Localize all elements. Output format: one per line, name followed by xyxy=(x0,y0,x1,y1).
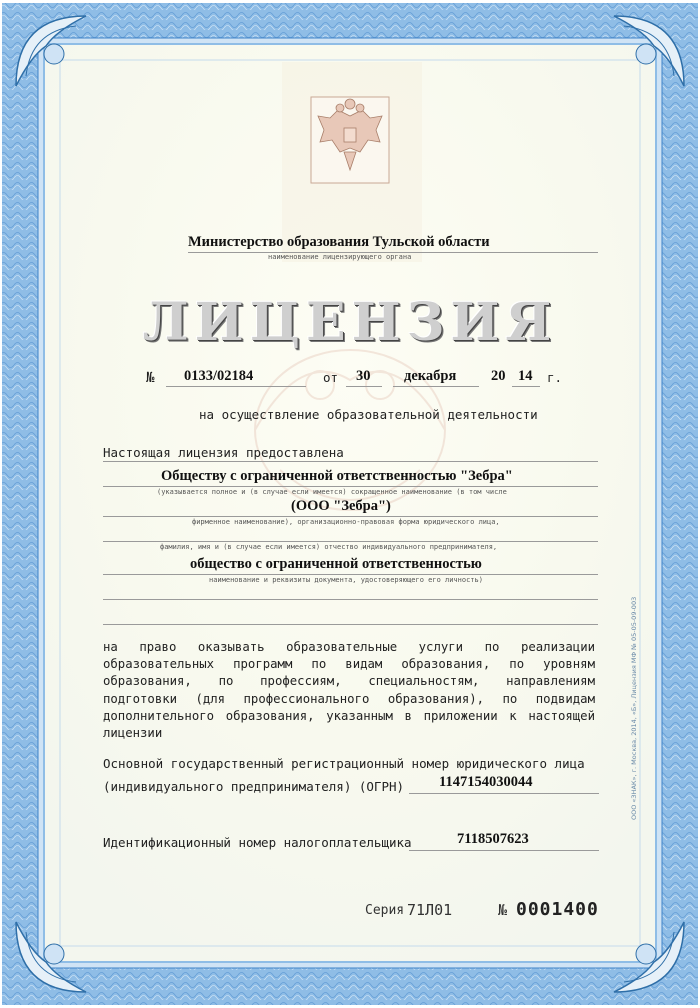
inn-value: 7118507623 xyxy=(457,831,529,847)
russian-coat-of-arms-icon xyxy=(310,96,390,184)
licensee-underline-3 xyxy=(103,541,598,542)
granted-underline xyxy=(103,461,598,462)
series-value: 71Л01 xyxy=(407,901,453,919)
number-label: № xyxy=(146,370,155,386)
licensee-short-name: (ООО "Зебра") xyxy=(291,498,391,514)
authority-caption: наименование лицензирующего органа xyxy=(268,253,412,261)
date-from-label: от xyxy=(323,370,339,385)
ogrn-underline xyxy=(409,793,599,794)
licensee-caption-4: наименование и реквизиты документа, удостоверяющего его личность) xyxy=(209,576,483,584)
year-label: г. xyxy=(547,370,563,385)
ogrn-value: 1147154030044 xyxy=(439,774,533,790)
printer-imprint: ООО «ЗНАК», г. Москва, 2014, «Б», Лицензия МФ № 05-05-09-003 xyxy=(630,596,638,820)
licensee-legal-form: общество с ограниченной ответственностью xyxy=(190,556,482,572)
license-purpose: на осуществление образовательной деятельности xyxy=(199,407,538,422)
corner-ornament-icon xyxy=(6,912,96,1002)
corner-ornament-icon xyxy=(604,912,694,1002)
licensee-caption-3: фамилия, имя и (в случае если имеется) отчество индивидуального предпринимателя, xyxy=(160,543,498,551)
licensee-underline-4 xyxy=(103,574,598,575)
licensee-caption-1: (указывается полное и (в случае если имеется) сокращенное наименование (в том числе xyxy=(157,488,507,496)
year-underline xyxy=(512,386,540,387)
licensee-underline-2 xyxy=(103,516,598,517)
license-number: 0133/02184 xyxy=(184,368,254,384)
inn-underline xyxy=(409,850,599,851)
authority-name: Министерство образования Тульской области xyxy=(188,234,490,250)
inn-label: Идентификационный номер налогоплательщика xyxy=(103,835,412,850)
granted-label: Настоящая лицензия предоставлена xyxy=(103,445,344,460)
year-prefix: 20 xyxy=(491,368,506,384)
licensee-underline-5 xyxy=(103,599,598,600)
licensee-underline-6 xyxy=(103,624,598,625)
corner-ornament-icon xyxy=(6,6,96,96)
year-suffix: 14 xyxy=(518,368,533,384)
date-day: 30 xyxy=(356,368,371,384)
rights-text: на право оказывать образовательные услуги по реализации образовательных программ по видам образования, по уровням образования, по профессиям, специальностям, направлениям подготовки (для профессионального образования), по подвидам дополнительного образования, указанным в приложении к настоящей лицензии xyxy=(103,640,595,741)
date-month: декабря xyxy=(404,368,457,384)
series-number: 0001400 xyxy=(516,899,599,920)
ogrn-label-line2: (индивидуального предпринимателя) (ОГРН) xyxy=(103,779,405,794)
licensee-underline-1 xyxy=(103,486,598,487)
licensee-full-name: Обществу с ограниченной ответственностью "Зебра" xyxy=(161,468,513,484)
number-underline xyxy=(166,386,306,387)
corner-ornament-icon xyxy=(604,6,694,96)
licensee-caption-2: фирменное наименование), организационно-правовая форма юридического лица, xyxy=(192,518,500,526)
series-label: Серия xyxy=(365,903,405,918)
ogrn-label-line1: Основной государственный регистрационный номер юридического лица xyxy=(103,756,585,771)
series-number-label: № xyxy=(498,901,508,919)
day-underline xyxy=(346,386,382,387)
month-underline xyxy=(393,386,479,387)
document-title: ЛИЦЕНЗИЯ xyxy=(142,292,558,353)
